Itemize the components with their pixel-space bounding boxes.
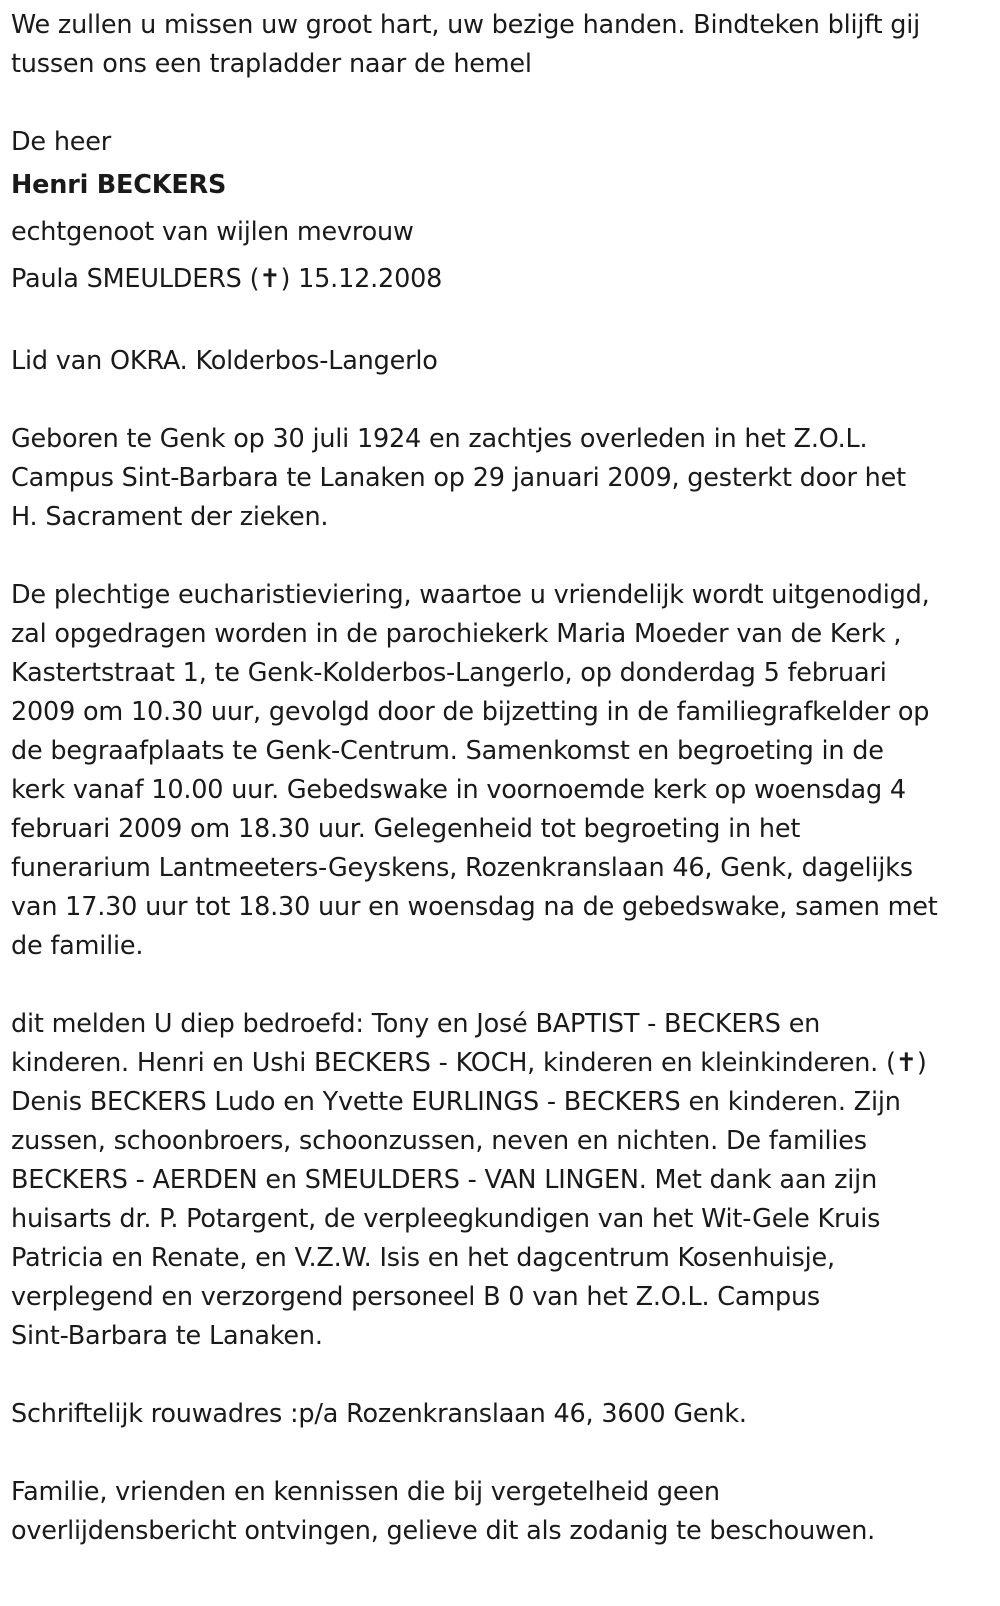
paragraph-line: Patricia en Renate, en V.Z.W. Isis en het dagcentrum Kosenhuisje,	[11, 1243, 835, 1273]
paragraph-line: Geboren te Genk op 30 juli 1924 en zachtjes overleden in het Z.O.L.	[11, 424, 868, 454]
paragraph-line: kerk vanaf 10.00 uur. Gebedswake in voornoemde kerk op woensdag 4	[11, 775, 906, 805]
paragraph-line: Sint-Barbara te Lanaken.	[11, 1321, 323, 1351]
mourning-address: Schriftelijk rouwadres :p/a Rozenkranslaan 46, 3600 Genk.	[11, 1399, 747, 1429]
closing-paragraph	[11, 1473, 993, 1551]
salutation: De heer	[11, 127, 112, 157]
paragraph-line: kinderen. Henri en Ushi BECKERS - KOCH, kinderen en kleinkinderen. (✝)	[11, 1048, 927, 1078]
deceased-name: Henri BECKERS	[11, 170, 227, 200]
spouse-intro: echtgenoot van wijlen mevrouw	[11, 217, 414, 247]
paragraph-line: H. Sacrament der zieken.	[11, 502, 329, 532]
paragraph-line: Kastertstraat 1, te Genk-Kolderbos-Langerlo, op donderdag 5 februari	[11, 658, 887, 688]
paragraph-line: funerarium Lantmeeters-Geyskens, Rozenkranslaan 46, Genk, dagelijks	[11, 853, 913, 883]
membership: Lid van OKRA. Kolderbos-Langerlo	[11, 346, 438, 376]
paragraph-line: dit melden U diep bedroefd: Tony en José BAPTIST - BECKERS en	[11, 1009, 821, 1039]
paragraph-line: van 17.30 uur tot 18.30 uur en woensdag na de gebedswake, samen met	[11, 892, 938, 922]
motto-line: We zullen u missen uw groot hart, uw bezige handen. Bindteken blijft gij	[11, 10, 921, 40]
ceremony-paragraph	[11, 576, 993, 966]
deceased-block	[11, 123, 993, 303]
motto	[11, 6, 993, 84]
paragraph-line: De plechtige eucharistieviering, waartoe u vriendelijk wordt uitgenodigd,	[11, 580, 930, 610]
paragraph-line: de familie.	[11, 931, 144, 961]
paragraph-line: zussen, schoonbroers, schoonzussen, neven en nichten. De families	[11, 1126, 867, 1156]
paragraph-line: februari 2009 om 18.30 uur. Gelegenheid tot begroeting in het	[11, 814, 801, 844]
obituary-notice	[11, 6, 993, 1551]
paragraph-line: huisarts dr. P. Potargent, de verpleegkundigen van het Wit-Gele Kruis	[11, 1204, 881, 1234]
paragraph-line: de begraafplaats te Genk-Centrum. Samenkomst en begroeting in de	[11, 736, 884, 766]
paragraph-line: overlijdensbericht ontvingen, gelieve dit als zodanig te beschouwen.	[11, 1516, 876, 1546]
paragraph-line: BECKERS - AERDEN en SMEULDERS - VAN LINGEN. Met dank aan zijn	[11, 1165, 878, 1195]
paragraph-line: Denis BECKERS Ludo en Yvette EURLINGS - BECKERS en kinderen. Zijn	[11, 1087, 901, 1117]
paragraph-line: verplegend en verzorgend personeel B 0 van het Z.O.L. Campus	[11, 1282, 821, 1312]
spouse-name: Paula SMEULDERS (✝) 15.12.2008	[11, 264, 443, 294]
paragraph-line: Familie, vrienden en kennissen die bij vergetelheid geen	[11, 1477, 720, 1507]
birth-death-paragraph	[11, 420, 993, 537]
motto-line: tussen ons een trapladder naar de hemel	[11, 49, 532, 79]
paragraph-line: 2009 om 10.30 uur, gevolgd door de bijzetting in de familiegrafkelder op	[11, 697, 930, 727]
family-paragraph	[11, 1005, 993, 1356]
paragraph-line: zal opgedragen worden in de parochiekerk Maria Moeder van de Kerk ,	[11, 619, 902, 649]
paragraph-line: Campus Sint-Barbara te Lanaken op 29 januari 2009, gesterkt door het	[11, 463, 906, 493]
